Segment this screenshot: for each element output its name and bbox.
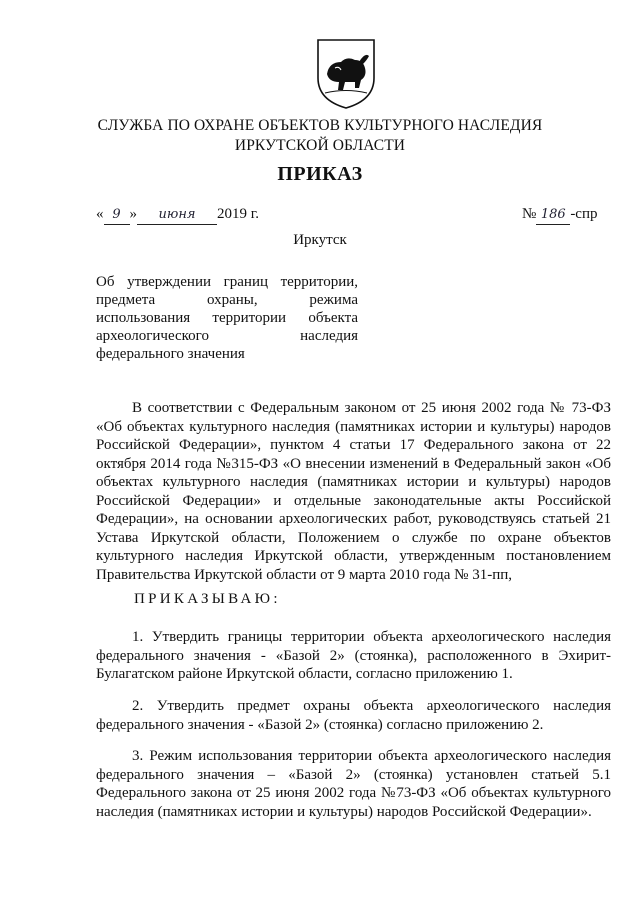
preamble-line: октября 2014 года №315-ФЗ «О внесении изменений в Федеральный закон «Об — [96, 455, 611, 472]
item-line: 1. Утвердить границы территории объекта археологического наследия — [132, 629, 611, 645]
item-line: Федерального закона от 25 июня 2002 года №73-ФЗ «Об объектах культурного — [96, 785, 611, 801]
organization-name-line-1: СЛУЖБА ПО ОХРАНЕ ОБЪЕКТОВ КУЛЬТУРНОГО НАСЛЕДИЯ — [97, 117, 543, 134]
preamble-line: «Об объектах культурного наследия (памятниках истории и культуры) народов — [96, 418, 611, 435]
preamble-line: культурного наследия Иркутской области, утвержденным постановлением — [96, 548, 611, 564]
preamble-paragraph — [96, 399, 611, 584]
document-title: ПРИКАЗ — [277, 163, 363, 185]
order-number — [522, 205, 598, 225]
order-item-3 — [96, 747, 611, 821]
preamble-line: Устава Иркутской области, Положением о службе по охране объектов — [96, 529, 611, 546]
number-suffix: -спр — [570, 206, 598, 222]
order-item-2 — [96, 697, 611, 734]
organization-name-line-2: ИРКУТСКОЙ ОБЛАСТИ — [234, 137, 406, 154]
subject-line: федерального значения — [96, 346, 245, 362]
order-date — [96, 205, 259, 225]
item-line: 2. Утвердить предмет охраны объекта археологического наследия — [132, 698, 611, 714]
item-line: наследия (памятниках истории и культуры) народов Российской Федерации». — [96, 803, 592, 820]
subject-line: археологического наследия — [96, 328, 358, 344]
item-line: федерального значения – «Базой 2» (стоянка) установлен статьей 5.1 — [96, 766, 611, 783]
order-item-1 — [96, 628, 611, 684]
subject-line: Об утверждении границ территории, — [96, 274, 358, 290]
number-value-handwritten: 186 — [536, 206, 570, 225]
date-year: 2019 г. — [217, 206, 259, 222]
item-line: 3. Режим использования территории объекта археологического наследия — [132, 748, 611, 764]
date-month-handwritten: июня — [137, 206, 217, 225]
city-name: Иркутск — [293, 232, 347, 248]
preamble-line: Российской Федерации» и отдельные законодательные акты Российской — [96, 492, 611, 509]
item-line: федерального значения - «Базой 2» (стоянка), расположенного в Эхирит- — [96, 647, 611, 664]
item-line: федерального значения - «Базой 2» (стоянка) согласно приложению 2. — [96, 716, 544, 733]
number-prefix: № — [522, 206, 537, 222]
item-line: Булагатском районе Иркутской области, согласно приложению 1. — [96, 666, 513, 682]
date-open-quote: « — [96, 206, 104, 222]
order-subject — [96, 273, 358, 363]
preamble-line: Федерации», на основании археологических работ, руководствуясь статьей 21 — [96, 511, 611, 527]
subject-line: использования территории объекта — [96, 310, 358, 326]
preamble-line: В соответствии с Федеральным законом от 25 июня 2002 года № 73-ФЗ — [132, 400, 611, 416]
order-word: ПРИКАЗЫВАЮ: — [134, 591, 281, 607]
preamble-line: Правительства Иркутской области от 9 марта 2010 года № 31-пп, — [96, 566, 512, 583]
preamble-line: Российской Федерации», пунктом 4 статьи 17 Федерального закона от 22 — [96, 437, 611, 453]
preamble-line: объектах культурного наследия (памятниках истории и культуры) народов — [96, 474, 611, 490]
subject-line: предмета охраны, режима — [96, 292, 358, 308]
date-day-handwritten: 9 — [104, 206, 130, 225]
coat-of-arms-emblem — [315, 38, 377, 110]
date-close-quote: » — [129, 206, 137, 222]
